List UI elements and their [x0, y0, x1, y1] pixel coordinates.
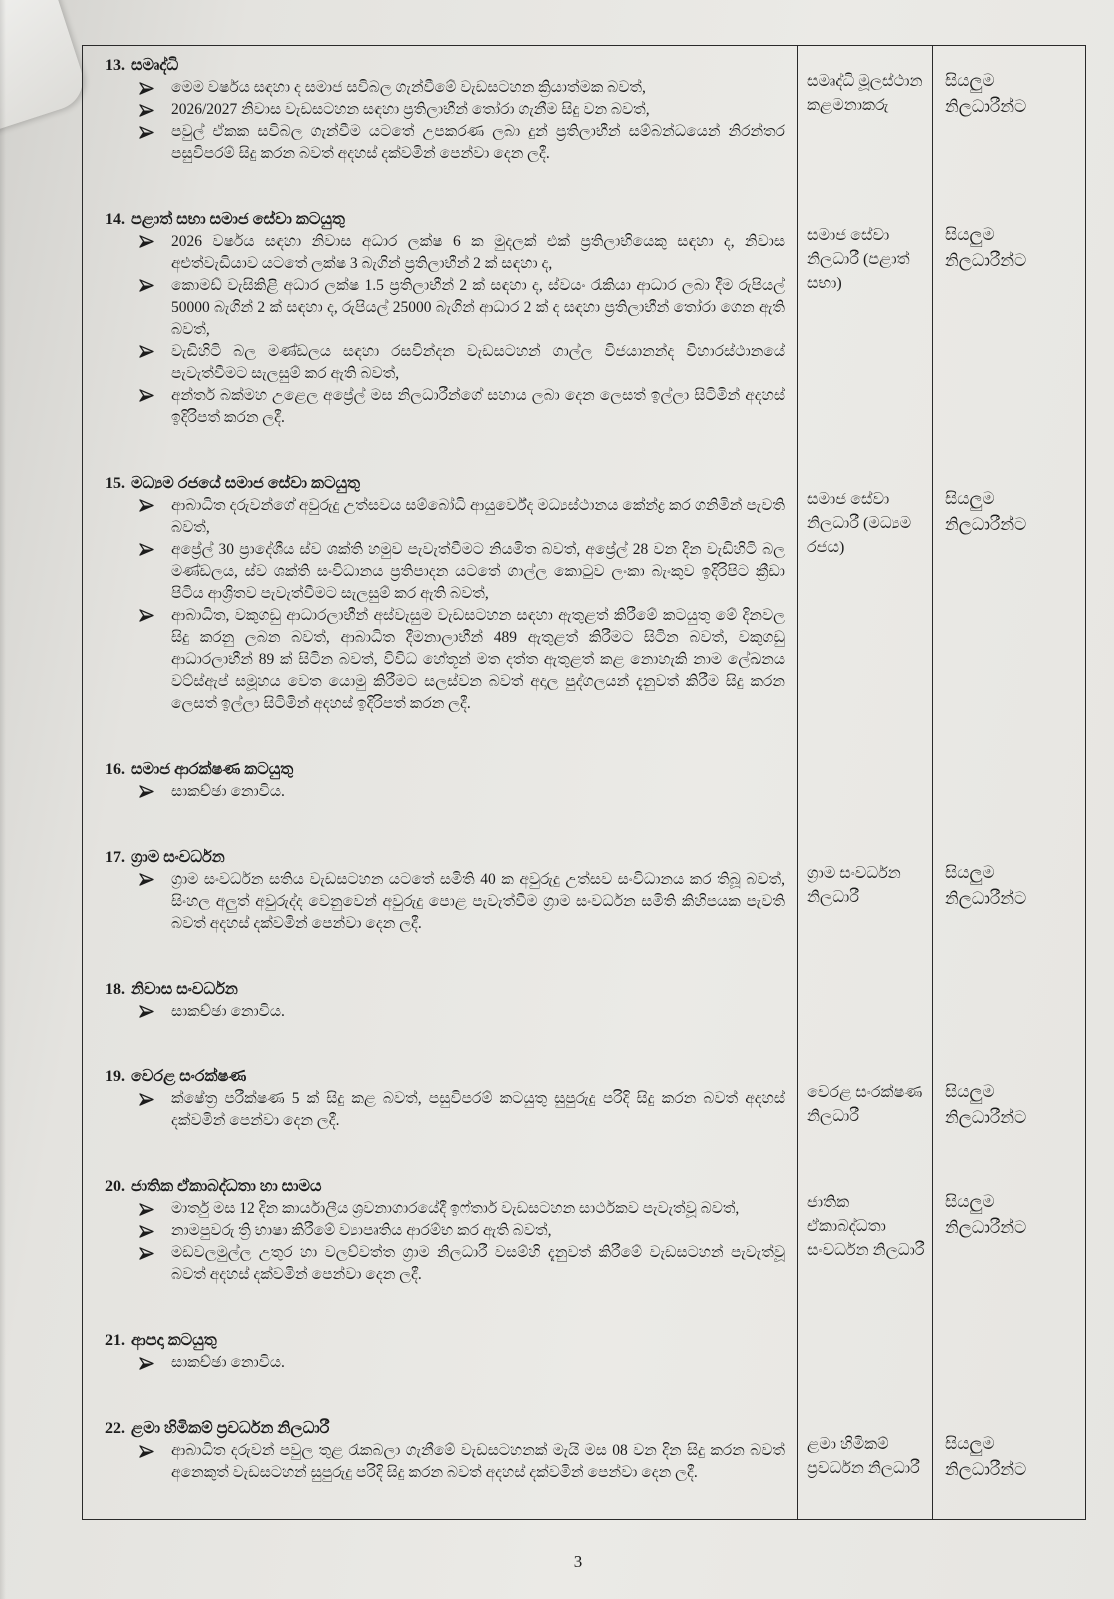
- arrow-bullet-glyph: [139, 873, 154, 886]
- responsible-officer-cell: [798, 46, 933, 200]
- bullet-item: [139, 1352, 785, 1374]
- bullet-text: පවුල් ඒකක සවිබල ගැන්වීම යටතේ උපකරණ ලබා දුන් ප්‍රතිලාභීන් සම්බන්ධයෙන් නිරන්තර පසුවිපරම් සිදු කරන බවත් අදහස් දක්වමින් පෙන්වා දෙන ලදී.: [171, 123, 785, 162]
- arrow-bullet-glyph: [139, 389, 154, 402]
- bullet-list: [139, 869, 785, 935]
- bullet-item: [139, 1001, 785, 1023]
- bullet-text: මාර්තු මස 12 දින කාර්යාලීය ශ්‍රවනාගාරයේදී ඉෆ්තාර් වැඩසටහන සාර්ථකව පැවැත්වූ බවත්,: [171, 1200, 740, 1218]
- bullet-item: [139, 231, 785, 275]
- bullet-text: 2026 වර්ෂය සඳහා නිවාස අධාර ලක්ෂ 6 ක මුදලක් එක් ප්‍රතිලාභියෙකු සඳහා ද, නිවාස අළුත්වැඩියාව යටතේ ලක්ෂ 3 බැගින් ප්‍රතිලාභීන් 2 ක් සඳහා ද,: [171, 232, 785, 272]
- bullet-item: [139, 1220, 785, 1242]
- section-row: [83, 970, 1085, 1058]
- section-content: [83, 464, 798, 750]
- section-row: [83, 46, 1085, 200]
- bullet-item: [139, 341, 785, 385]
- bullet-item: [139, 77, 785, 99]
- bullet-item: [139, 1440, 785, 1484]
- section-number: 16.: [105, 760, 125, 778]
- arrow-bullet-glyph: [139, 126, 154, 139]
- section-number: 19.: [105, 1068, 125, 1086]
- section-title: සමාජ ආරක්ෂණ කටයුතු: [131, 760, 294, 778]
- section-row: [83, 1409, 1085, 1519]
- section-row: [83, 750, 1085, 838]
- bullet-item: [139, 275, 785, 341]
- recipients-cell: [933, 750, 1085, 838]
- arrow-bullet-glyph: [139, 104, 154, 117]
- arrow-bullet-icon: [139, 1198, 171, 1220]
- recipients-cell: [933, 1057, 1085, 1167]
- arrow-bullet-glyph: [139, 82, 154, 95]
- bullet-list: [139, 495, 785, 715]
- arrow-bullet-glyph: [139, 1225, 154, 1238]
- arrow-bullet-icon: [139, 77, 171, 99]
- bullet-text: ක්ෂේත්‍ර පරීක්ෂණ 5 ක් සිදු කළ බවත්, පසුවිපරම් කටයුතු සුපුරුදු පරිදි සිදු කරන බවත් අදහස් දක්වමින් පෙන්වා දෙන ලදී.: [171, 1090, 785, 1130]
- section-title: පළාත් සභා සමාජ සේවා කටයුතු: [131, 210, 345, 228]
- bullet-text: ග්‍රාම සංවර්ධන සතිය වැඩසටහන යටතේ සමිති 40 ක අවුරුදු උත්සව සංවිධානය කර තිබූ බවත්, සිංහල අලුත් අවුරුද්ද වෙනුවෙන් අවුරුදු පොළ පැවැත්වීම ග්‍රාම සංවර්ධන සමිති කිහිපයක පැවති බවත් අදහස් දක්වමින් පෙන්වා දෙන ලදී.: [171, 870, 785, 932]
- bullet-list: [139, 1440, 785, 1484]
- arrow-bullet-glyph: [139, 1093, 154, 1106]
- bullet-text: ආබාධිත, වකුගඩු ආධාරලාභීන් අස්වැසුම වැඩසටහන සඳහා ඇතුළත් කිරීමේ කටයුතු මේ දිනවල සිදු කරනු ලබන බවත්, ආබාධිත දීමනාලාභීන් 489 ඇතුළත් කිරීමට සිටින බවත්, වකුගඩු ආධාරලාභීන් 89 ක් සිටින බවත්, විවිධ හේතූන් මත දත්ත ඇතුළත් කළ නොහැකි නාම ලේඛනය වට්ස්ඇප් සමූහය වෙත යොමු කිරීමට සලස්වන බවත් අදාල පුද්ගලයන් දැනුවත් කිරීම සිදු කරන ලෙසත් ඉල්ලා සිටිමින් අදහස් ඉදිරිපත් කරන ලදී.: [171, 606, 785, 712]
- responsible-officer-cell: [798, 1409, 933, 1519]
- section-row: [83, 1167, 1085, 1321]
- background-paper-corner: [0, 0, 90, 133]
- bullet-list: [139, 231, 785, 429]
- section-row: [83, 838, 1085, 970]
- section-title: වෙරළ සංරක්ෂණ: [131, 1068, 247, 1086]
- bullet-text: සාකච්ඡා නොවිය.: [171, 1354, 285, 1372]
- bullet-text: සාකච්ඡා නොවිය.: [171, 1002, 285, 1020]
- bullet-list: [139, 77, 785, 165]
- arrow-bullet-icon: [139, 121, 171, 143]
- section-number: 18.: [105, 980, 125, 998]
- bullet-list: [139, 1001, 785, 1023]
- arrow-bullet-glyph: [139, 1247, 154, 1260]
- arrow-bullet-glyph: [139, 543, 154, 556]
- section-heading: [105, 846, 785, 869]
- bullet-item: [139, 539, 785, 605]
- arrow-bullet-icon: [139, 341, 171, 363]
- section-content: [83, 838, 798, 970]
- section-title: ග්‍රාම සංවර්ධන: [131, 848, 225, 866]
- bullet-item: [139, 781, 785, 803]
- section-heading: [105, 978, 785, 1001]
- arrow-bullet-icon: [139, 781, 171, 803]
- bullet-text: අන්තර් බක්මහ උළෙල අප්‍රේල් මස නිලධාරීන්ගේ සහාය ලබා දෙන ලෙසත් ඉල්ලා සිටිමින් අදහස් ඉදිරිපත් කරන ලදී.: [171, 386, 785, 426]
- responsible-officer: සමාජ සේවා නිලධාරී (මධ්‍යම රජය): [807, 490, 912, 556]
- arrow-bullet-icon: [139, 1352, 171, 1374]
- section-number: 21.: [105, 1332, 125, 1350]
- arrow-bullet-icon: [139, 1088, 171, 1110]
- section-number: 22.: [105, 1420, 125, 1438]
- bullet-text: මෙම වර්ෂය සඳහා ද සමාජ සවිබල ගැන්වීමේ වැඩසටහන ක්‍රියාත්මක බවත්,: [171, 79, 646, 96]
- arrow-bullet-icon: [139, 231, 171, 253]
- section-number: 15.: [105, 474, 125, 492]
- section-heading: [105, 208, 785, 231]
- arrow-bullet-icon: [139, 1242, 171, 1264]
- bullet-text: මඩවලමුල්ල උතුර හා වලව්වත්ත ග්‍රාම නිලධාරී වසම්හි දැනුවත් කිරීමේ වැඩසටහන් පැවැත්වූ බවත් අදහස් දක්වමින් පෙන්වා දෙන ලදී.: [171, 1244, 785, 1284]
- responsible-officer-cell: [798, 200, 933, 464]
- page-edge-shadow: [0, 0, 6, 1599]
- section-title: ජාතික ඒකාබද්ධතා හා සාමය: [131, 1178, 322, 1196]
- section-heading: [105, 1329, 785, 1352]
- section-number: 14.: [105, 210, 125, 228]
- section-heading: [105, 54, 785, 77]
- recipients: සියලුම නිලධාරීන්ට: [945, 224, 1027, 270]
- section-row: [83, 1057, 1085, 1167]
- responsible-officer-cell: [798, 1057, 933, 1167]
- bullet-text: 2026/2027 නිවාස වැඩසටහන සඳහා ප්‍රතිලාභීන් තෝරා ගැනීම සිදු වන බවත්,: [171, 101, 650, 118]
- arrow-bullet-icon: [139, 1001, 171, 1023]
- arrow-bullet-glyph: [139, 1445, 154, 1458]
- bullet-list: [139, 781, 785, 803]
- arrow-bullet-icon: [139, 99, 171, 121]
- bullet-text: නාමපුවරු ත්‍රි භාෂා කිරීමේ ව්‍යාපෘතිය ආරම්භ කර ඇති බවත්,: [171, 1222, 552, 1240]
- arrow-bullet-icon: [139, 605, 171, 627]
- bullet-item: [139, 1088, 785, 1132]
- arrow-bullet-glyph: [139, 345, 154, 358]
- bullet-text: ආබාධිත දරුවන් පවුල තුළ රැකබලා ගැනීමේ වැඩසටහනක් මැයි මස 08 වන දින සිදු කරන බවත් අනෙකුත් වැඩසටහන් සුපුරුදු පරිදි සිදු කරන බවත් අදහස් දක්වමින් පෙන්වා දෙන ලදී.: [171, 1442, 785, 1482]
- responsible-officer: සමෘද්ධි මූලස්ථාන කළමනාකරු: [807, 73, 923, 114]
- responsible-officer: වෙරළ සංරක්ෂණ නිලධාරී: [807, 1084, 923, 1126]
- bullet-item: [139, 121, 785, 165]
- bullet-item: [139, 495, 785, 539]
- responsible-officer-cell: [798, 838, 933, 970]
- arrow-bullet-glyph: [139, 279, 154, 292]
- arrow-bullet-icon: [139, 1220, 171, 1242]
- section-heading: [105, 1417, 785, 1440]
- recipients-cell: [933, 464, 1085, 750]
- arrow-bullet-icon: [139, 539, 171, 561]
- bullet-item: [139, 1198, 785, 1220]
- recipients: සියලුම නිලධාරීන්ට: [945, 488, 1027, 534]
- section-content: [83, 970, 798, 1058]
- bullet-item: [139, 605, 785, 715]
- recipients-cell: [933, 970, 1085, 1058]
- arrow-bullet-icon: [139, 275, 171, 297]
- section-content: [83, 750, 798, 838]
- responsible-officer-cell: [798, 750, 933, 838]
- section-title: නිවාස සංවර්ධන: [131, 980, 238, 998]
- section-content: [83, 1167, 798, 1321]
- arrow-bullet-glyph: [139, 1203, 154, 1216]
- bullet-text: අප්‍රේල් 30 ප්‍රාදේශීය ස්ව ශක්ති හමුව පැවැත්වීමට නියමිත බවත්, අප්‍රේල් 28 වන දින වැඩිහිටි බල මණ්ඩලය, ස්ව ශක්ති සංවිධානය ප්‍රතිපාදන යටතේ ගාල්ල කොටුව ලංකා බැංකුව ඉදිරිපිට ක්‍රීඩා පිටිය ආශ්‍රිතව පැවැත්වීමට සැලසුම් කර ඇති බවත්,: [171, 540, 785, 602]
- arrow-bullet-glyph: [139, 609, 154, 622]
- recipients: සියලුම නිලධාරීන්ට: [945, 1082, 1027, 1128]
- bullet-item: [139, 385, 785, 429]
- bullet-text: ආබාධිත දරුවන්ගේ අවුරුදු උත්සවය සම්බෝධි ආයුර්වේද මධ්‍යස්ථානය කේන්ද්‍ර කර ගනිමින් පැවති බවත්,: [171, 496, 785, 536]
- section-content: [83, 1057, 798, 1167]
- bullet-item: [139, 99, 785, 121]
- section-content: [83, 46, 798, 200]
- section-content: [83, 200, 798, 464]
- responsible-officer: ග්‍රාම සංවර්ධන නිලධාරී: [807, 864, 901, 906]
- bullet-text: කොමඩ් වැසිකිළි අධාර ලක්ෂ 1.5 ප්‍රතිලාභීන් 2 ක් සඳහා ද, ස්වයං රැකියා ආධාර ලබා දීම රුපියල් 50000 බැගින් 2 ක් සඳහා ද, රුපියල් 25000 බැගින් ආධාර 2 ක් ද සඳහා ප්‍රතිලාභීන් තෝරා ගෙන ඇති බවත්,: [171, 276, 785, 338]
- recipients-cell: [933, 1167, 1085, 1321]
- responsible-officer-cell: [798, 970, 933, 1058]
- section-heading: [105, 1175, 785, 1198]
- arrow-bullet-icon: [139, 1440, 171, 1462]
- bullet-text: සාකච්ඡා නොවිය.: [171, 782, 285, 800]
- recipients-cell: [933, 1409, 1085, 1519]
- responsible-officer-cell: [798, 464, 933, 750]
- section-content: [83, 1321, 798, 1409]
- bullet-item: [139, 869, 785, 935]
- recipients-cell: [933, 46, 1085, 200]
- section-title: ළමා හිමිකම් ප්‍රවර්ධන නිලධාරී: [131, 1420, 330, 1438]
- section-number: 13.: [105, 57, 125, 74]
- arrow-bullet-icon: [139, 869, 171, 891]
- section-row: [83, 200, 1085, 464]
- bullet-list: [139, 1088, 785, 1132]
- section-heading: [105, 758, 785, 781]
- responsible-officer-cell: [798, 1167, 933, 1321]
- recipients: සියලුම නිලධාරීන්ට: [945, 1434, 1027, 1480]
- arrow-bullet-icon: [139, 385, 171, 407]
- section-title: ආපදා කටයුතු: [131, 1332, 217, 1350]
- bullet-text: වැඩිහිටි බල මණ්ඩලය සඳහා රසවින්දන වැඩසටහන් ගාල්ල විජයානන්ද විහාරස්ථානයේ පැවැත්වීමට සැලසුම් කර ඇති බවත්,: [171, 342, 785, 382]
- responsible-officer: ජාතික ඒකාබද්ධතා සංවර්ධන නිලධාරී: [807, 1194, 925, 1260]
- responsible-officer: සමාජ සේවා නිලධාරී (පළාත් සභා): [807, 226, 910, 292]
- arrow-bullet-glyph: [139, 1357, 154, 1370]
- section-number: 20.: [105, 1178, 125, 1196]
- section-title: මධ්‍යම රජයේ සමාජ සේවා කටයුතු: [131, 474, 360, 492]
- bullet-list: [139, 1198, 785, 1286]
- arrow-bullet-glyph: [139, 1005, 154, 1018]
- recipients: සියලුම නිලධාරීන්ට: [945, 71, 1027, 116]
- section-title: සමෘද්ධි: [131, 57, 179, 74]
- arrow-bullet-icon: [139, 495, 171, 517]
- bullet-item: [139, 1242, 785, 1286]
- section-heading: [105, 1065, 785, 1088]
- section-row: [83, 464, 1085, 750]
- section-content: [83, 1409, 798, 1519]
- section-heading: [105, 472, 785, 495]
- section-row: [83, 1321, 1085, 1409]
- arrow-bullet-glyph: [139, 499, 154, 512]
- responsible-officer: ළමා හිමිකම් ප්‍රවර්ධන නිලධාරී: [807, 1436, 920, 1478]
- recipients-cell: [933, 838, 1085, 970]
- recipients: සියලුම නිලධාරීන්ට: [945, 862, 1027, 908]
- recipients: සියලුම නිලධාරීන්ට: [945, 1192, 1027, 1238]
- arrow-bullet-glyph: [139, 785, 154, 798]
- section-number: 17.: [105, 848, 125, 866]
- bullet-list: [139, 1352, 785, 1374]
- recipients-cell: [933, 1321, 1085, 1409]
- page-number: 3: [573, 1552, 583, 1571]
- arrow-bullet-glyph: [139, 235, 154, 248]
- responsible-officer-cell: [798, 1321, 933, 1409]
- recipients-cell: [933, 200, 1085, 464]
- minutes-table: [82, 45, 1086, 1520]
